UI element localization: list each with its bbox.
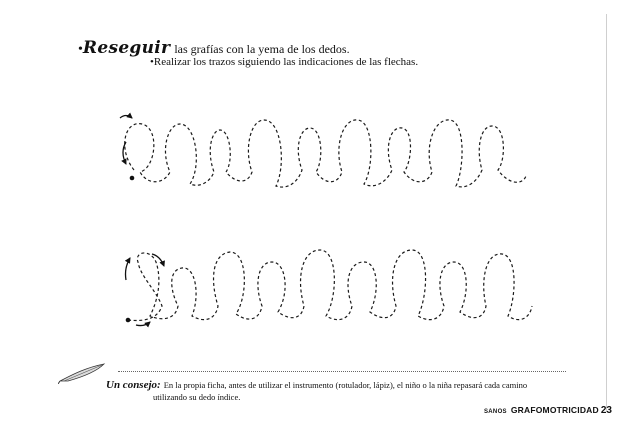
advice-text: En la propia ficha, antes de utilizar el instrumento (rotulador, lápiz), el niño o la niña repasará cada camino [163,380,528,390]
page-number: 23 [600,405,612,416]
start-dot [130,176,135,181]
loop-row-1 [125,120,526,187]
start-dot [126,318,131,323]
advice-label: Un consejo: [106,379,161,391]
quill-pen-icon [58,362,106,384]
page-footer [484,400,612,418]
loop-row-2 [128,250,532,320]
arrow-icon [126,258,131,280]
instruction-line-2: •Realizar los trazos siguiendo las indicaciones de las flechas. [150,56,419,68]
arrow-icon [136,322,150,326]
arrow-icon [120,116,132,119]
publisher-logo: SANOS [484,409,507,415]
arrow-icon [152,254,164,266]
footer-divider [118,371,566,372]
advice-text-continued: utilizando su dedo índice. [153,392,241,402]
bullet: • [78,42,83,57]
instruction-heading: Reseguir [82,38,171,58]
instruction-text: las grafías con la yema de los dedos. [174,42,350,56]
section-title: GRAFOMOTRICIDAD [510,405,599,415]
advice-note [106,379,546,403]
